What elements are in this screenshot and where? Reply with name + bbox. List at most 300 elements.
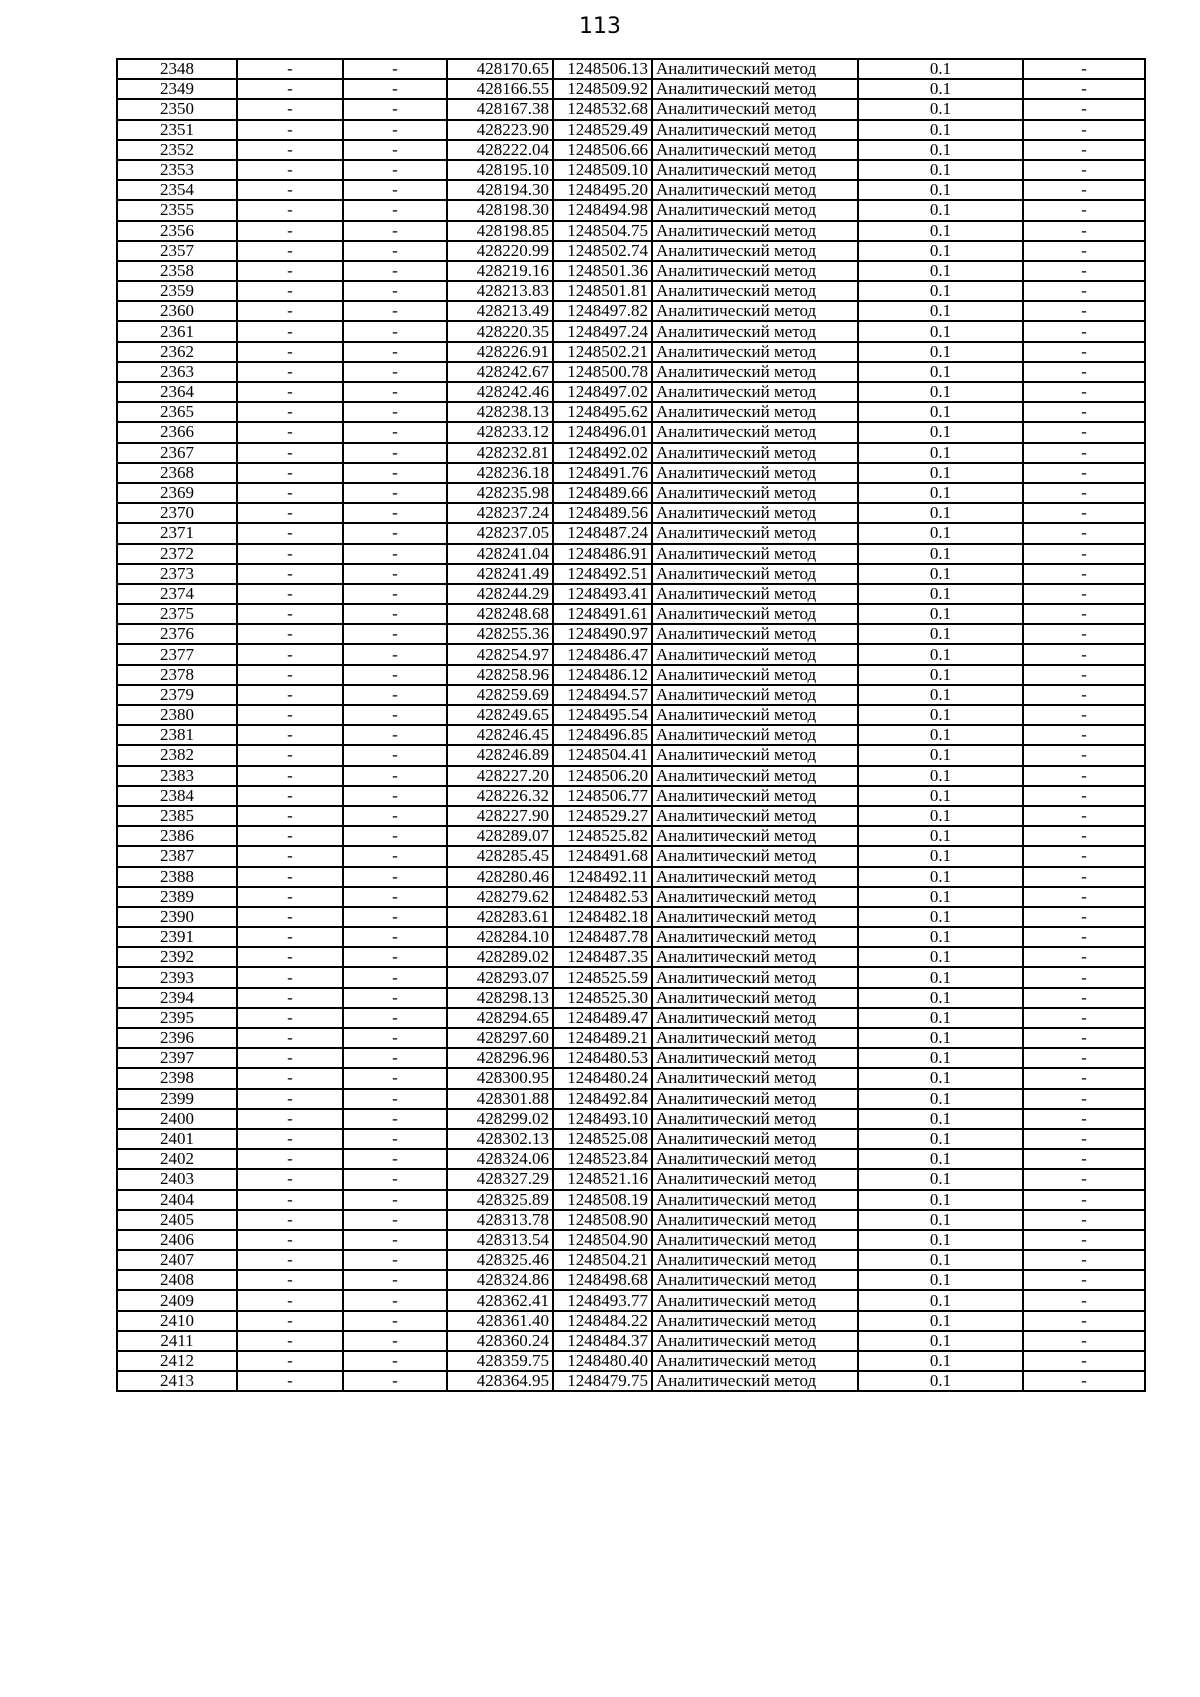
method-cell: Аналитический метод (652, 947, 858, 967)
dash-cell: - (343, 988, 447, 1008)
accuracy-cell: 0.1 (858, 907, 1023, 927)
method-cell: Аналитический метод (652, 523, 858, 543)
coordinate-x-cell: 428280.46 (447, 867, 553, 887)
accuracy-cell: 0.1 (858, 503, 1023, 523)
accuracy-cell: 0.1 (858, 1371, 1023, 1391)
table-row (117, 281, 1145, 301)
accuracy-cell: 0.1 (858, 1129, 1023, 1149)
point-number-cell: 2395 (117, 1008, 237, 1028)
dash-cell: - (343, 140, 447, 160)
accuracy-cell: 0.1 (858, 1210, 1023, 1230)
accuracy-cell: 0.1 (858, 1290, 1023, 1310)
method-cell: Аналитический метод (652, 887, 858, 907)
accuracy-cell: 0.1 (858, 402, 1023, 422)
dash-cell: - (237, 826, 343, 846)
method-cell: Аналитический метод (652, 1270, 858, 1290)
coordinate-x-cell: 428213.83 (447, 281, 553, 301)
coordinate-y-cell: 1248504.75 (553, 221, 652, 241)
accuracy-cell: 0.1 (858, 79, 1023, 99)
coordinate-y-cell: 1248482.53 (553, 887, 652, 907)
coordinate-x-cell: 428283.61 (447, 907, 553, 927)
coordinate-y-cell: 1248525.08 (553, 1129, 652, 1149)
dash-cell: - (237, 99, 343, 119)
dash-cell: - (237, 624, 343, 644)
dash-cell: - (1023, 1028, 1145, 1048)
table-row (117, 301, 1145, 321)
method-cell: Аналитический метод (652, 644, 858, 664)
table-row (117, 463, 1145, 483)
point-number-cell: 2386 (117, 826, 237, 846)
coordinate-y-cell: 1248497.02 (553, 382, 652, 402)
dash-cell: - (1023, 301, 1145, 321)
coordinate-x-cell: 428237.24 (447, 503, 553, 523)
accuracy-cell: 0.1 (858, 766, 1023, 786)
point-number-cell: 2369 (117, 483, 237, 503)
accuracy-cell: 0.1 (858, 705, 1023, 725)
method-cell: Аналитический метод (652, 402, 858, 422)
table-row (117, 241, 1145, 261)
dash-cell: - (343, 887, 447, 907)
dash-cell: - (1023, 967, 1145, 987)
coordinate-x-cell: 428227.90 (447, 806, 553, 826)
accuracy-cell: 0.1 (858, 887, 1023, 907)
dash-cell: - (1023, 1190, 1145, 1210)
table-row (117, 725, 1145, 745)
table-row (117, 1230, 1145, 1250)
accuracy-cell: 0.1 (858, 443, 1023, 463)
accuracy-cell: 0.1 (858, 1351, 1023, 1371)
point-number-cell: 2362 (117, 342, 237, 362)
accuracy-cell: 0.1 (858, 301, 1023, 321)
point-number-cell: 2387 (117, 846, 237, 866)
dash-cell: - (237, 907, 343, 927)
coordinate-x-cell: 428294.65 (447, 1008, 553, 1028)
accuracy-cell: 0.1 (858, 1008, 1023, 1028)
method-cell: Аналитический метод (652, 120, 858, 140)
dash-cell: - (343, 1129, 447, 1149)
dash-cell: - (1023, 846, 1145, 866)
accuracy-cell: 0.1 (858, 241, 1023, 261)
dash-cell: - (343, 321, 447, 341)
dash-cell: - (237, 786, 343, 806)
table-row (117, 705, 1145, 725)
coordinate-x-cell: 428242.67 (447, 362, 553, 382)
point-number-cell: 2370 (117, 503, 237, 523)
dash-cell: - (1023, 79, 1145, 99)
point-number-cell: 2407 (117, 1250, 237, 1270)
coordinate-x-cell: 428325.89 (447, 1190, 553, 1210)
dash-cell: - (1023, 342, 1145, 362)
dash-cell: - (237, 321, 343, 341)
dash-cell: - (1023, 1250, 1145, 1270)
point-number-cell: 2385 (117, 806, 237, 826)
dash-cell: - (1023, 564, 1145, 584)
coordinate-x-cell: 428324.86 (447, 1270, 553, 1290)
point-number-cell: 2408 (117, 1270, 237, 1290)
table-row (117, 806, 1145, 826)
accuracy-cell: 0.1 (858, 927, 1023, 947)
dash-cell: - (343, 1068, 447, 1088)
method-cell: Аналитический метод (652, 927, 858, 947)
dash-cell: - (237, 867, 343, 887)
dash-cell: - (1023, 1129, 1145, 1149)
point-number-cell: 2394 (117, 988, 237, 1008)
table-row (117, 766, 1145, 786)
table-row (117, 483, 1145, 503)
coordinate-x-cell: 428233.12 (447, 422, 553, 442)
table-row (117, 846, 1145, 866)
coordinate-y-cell: 1248532.68 (553, 99, 652, 119)
dash-cell: - (343, 402, 447, 422)
coordinate-x-cell: 428219.16 (447, 261, 553, 281)
dash-cell: - (1023, 99, 1145, 119)
accuracy-cell: 0.1 (858, 463, 1023, 483)
method-cell: Аналитический метод (652, 1311, 858, 1331)
coordinate-x-cell: 428244.29 (447, 584, 553, 604)
coordinate-x-cell: 428360.24 (447, 1331, 553, 1351)
dash-cell: - (343, 685, 447, 705)
dash-cell: - (343, 463, 447, 483)
coordinate-x-cell: 428226.91 (447, 342, 553, 362)
dash-cell: - (237, 1048, 343, 1068)
coordinate-x-cell: 428284.10 (447, 927, 553, 947)
method-cell: Аналитический метод (652, 1028, 858, 1048)
coordinate-x-cell: 428364.95 (447, 1371, 553, 1391)
method-cell: Аналитический метод (652, 564, 858, 584)
point-number-cell: 2368 (117, 463, 237, 483)
dash-cell: - (237, 1210, 343, 1230)
dash-cell: - (1023, 59, 1145, 79)
dash-cell: - (237, 402, 343, 422)
accuracy-cell: 0.1 (858, 523, 1023, 543)
point-number-cell: 2372 (117, 544, 237, 564)
accuracy-cell: 0.1 (858, 160, 1023, 180)
dash-cell: - (1023, 1311, 1145, 1331)
coordinate-y-cell: 1248525.82 (553, 826, 652, 846)
dash-cell: - (237, 1068, 343, 1088)
coordinate-y-cell: 1248504.90 (553, 1230, 652, 1250)
dash-cell: - (1023, 140, 1145, 160)
method-cell: Аналитический метод (652, 422, 858, 442)
point-number-cell: 2382 (117, 745, 237, 765)
coordinate-x-cell: 428301.88 (447, 1089, 553, 1109)
method-cell: Аналитический метод (652, 624, 858, 644)
coordinate-y-cell: 1248506.77 (553, 786, 652, 806)
dash-cell: - (237, 604, 343, 624)
dash-cell: - (237, 1270, 343, 1290)
table-row (117, 503, 1145, 523)
point-number-cell: 2364 (117, 382, 237, 402)
point-number-cell: 2348 (117, 59, 237, 79)
dash-cell: - (1023, 766, 1145, 786)
coordinate-y-cell: 1248504.21 (553, 1250, 652, 1270)
table-row (117, 1250, 1145, 1270)
coordinate-x-cell: 428195.10 (447, 160, 553, 180)
coordinate-x-cell: 428237.05 (447, 523, 553, 543)
coordinate-y-cell: 1248489.47 (553, 1008, 652, 1028)
dash-cell: - (237, 1371, 343, 1391)
dash-cell: - (1023, 1149, 1145, 1169)
table-row (117, 927, 1145, 947)
dash-cell: - (1023, 483, 1145, 503)
dash-cell: - (343, 584, 447, 604)
dash-cell: - (1023, 523, 1145, 543)
table-row (117, 99, 1145, 119)
dash-cell: - (343, 806, 447, 826)
method-cell: Аналитический метод (652, 483, 858, 503)
table-row (117, 422, 1145, 442)
dash-cell: - (237, 1008, 343, 1028)
coordinate-y-cell: 1248497.82 (553, 301, 652, 321)
table-row (117, 584, 1145, 604)
coordinate-y-cell: 1248480.40 (553, 1351, 652, 1371)
accuracy-cell: 0.1 (858, 725, 1023, 745)
accuracy-cell: 0.1 (858, 826, 1023, 846)
table-row (117, 745, 1145, 765)
method-cell: Аналитический метод (652, 180, 858, 200)
point-number-cell: 2384 (117, 786, 237, 806)
dash-cell: - (343, 281, 447, 301)
accuracy-cell: 0.1 (858, 1048, 1023, 1068)
point-number-cell: 2389 (117, 887, 237, 907)
accuracy-cell: 0.1 (858, 1331, 1023, 1351)
point-number-cell: 2371 (117, 523, 237, 543)
dash-cell: - (343, 1109, 447, 1129)
dash-cell: - (237, 967, 343, 987)
point-number-cell: 2363 (117, 362, 237, 382)
coordinate-y-cell: 1248506.13 (553, 59, 652, 79)
dash-cell: - (1023, 200, 1145, 220)
table-row (117, 544, 1145, 564)
dash-cell: - (1023, 644, 1145, 664)
coordinate-y-cell: 1248493.41 (553, 584, 652, 604)
method-cell: Аналитический метод (652, 463, 858, 483)
dash-cell: - (1023, 362, 1145, 382)
coordinate-x-cell: 428236.18 (447, 463, 553, 483)
method-cell: Аналитический метод (652, 867, 858, 887)
accuracy-cell: 0.1 (858, 685, 1023, 705)
method-cell: Аналитический метод (652, 281, 858, 301)
coordinate-y-cell: 1248508.19 (553, 1190, 652, 1210)
coordinate-y-cell: 1248509.92 (553, 79, 652, 99)
accuracy-cell: 0.1 (858, 281, 1023, 301)
dash-cell: - (343, 1028, 447, 1048)
coordinate-x-cell: 428227.20 (447, 766, 553, 786)
table-row (117, 967, 1145, 987)
dash-cell: - (343, 766, 447, 786)
accuracy-cell: 0.1 (858, 221, 1023, 241)
dash-cell: - (343, 160, 447, 180)
dash-cell: - (1023, 907, 1145, 927)
coordinate-y-cell: 1248529.49 (553, 120, 652, 140)
accuracy-cell: 0.1 (858, 1068, 1023, 1088)
point-number-cell: 2402 (117, 1149, 237, 1169)
accuracy-cell: 0.1 (858, 342, 1023, 362)
dash-cell: - (237, 281, 343, 301)
dash-cell: - (1023, 1331, 1145, 1351)
coordinate-y-cell: 1248497.24 (553, 321, 652, 341)
method-cell: Аналитический метод (652, 1149, 858, 1169)
coordinate-x-cell: 428232.81 (447, 443, 553, 463)
dash-cell: - (343, 604, 447, 624)
dash-cell: - (343, 261, 447, 281)
dash-cell: - (1023, 947, 1145, 967)
dash-cell: - (237, 79, 343, 99)
table-row (117, 1270, 1145, 1290)
table-row (117, 1008, 1145, 1028)
coordinate-x-cell: 428325.46 (447, 1250, 553, 1270)
table-row (117, 140, 1145, 160)
table-body (117, 59, 1145, 1391)
dash-cell: - (343, 1331, 447, 1351)
table-row (117, 443, 1145, 463)
point-number-cell: 2358 (117, 261, 237, 281)
coordinate-y-cell: 1248494.57 (553, 685, 652, 705)
dash-cell: - (237, 1089, 343, 1109)
accuracy-cell: 0.1 (858, 988, 1023, 1008)
dash-cell: - (343, 786, 447, 806)
dash-cell: - (343, 1048, 447, 1068)
coordinate-y-cell: 1248492.02 (553, 443, 652, 463)
coordinate-y-cell: 1248479.75 (553, 1371, 652, 1391)
point-number-cell: 2373 (117, 564, 237, 584)
point-number-cell: 2378 (117, 665, 237, 685)
dash-cell: - (237, 887, 343, 907)
accuracy-cell: 0.1 (858, 947, 1023, 967)
dash-cell: - (343, 99, 447, 119)
method-cell: Аналитический метод (652, 443, 858, 463)
dash-cell: - (343, 1008, 447, 1028)
dash-cell: - (1023, 160, 1145, 180)
method-cell: Аналитический метод (652, 261, 858, 281)
coordinate-y-cell: 1248495.62 (553, 402, 652, 422)
point-number-cell: 2377 (117, 644, 237, 664)
dash-cell: - (343, 846, 447, 866)
dash-cell: - (343, 1270, 447, 1290)
dash-cell: - (1023, 241, 1145, 261)
table-row (117, 362, 1145, 382)
table-row (117, 1068, 1145, 1088)
dash-cell: - (1023, 180, 1145, 200)
point-number-cell: 2392 (117, 947, 237, 967)
dash-cell: - (343, 867, 447, 887)
method-cell: Аналитический метод (652, 140, 858, 160)
point-number-cell: 2401 (117, 1129, 237, 1149)
table-row (117, 624, 1145, 644)
coordinate-y-cell: 1248493.77 (553, 1290, 652, 1310)
accuracy-cell: 0.1 (858, 665, 1023, 685)
point-number-cell: 2413 (117, 1371, 237, 1391)
dash-cell: - (237, 1109, 343, 1129)
method-cell: Аналитический метод (652, 221, 858, 241)
dash-cell: - (343, 59, 447, 79)
table-row (117, 1129, 1145, 1149)
method-cell: Аналитический метод (652, 1190, 858, 1210)
point-number-cell: 2393 (117, 967, 237, 987)
coordinate-x-cell: 428361.40 (447, 1311, 553, 1331)
dash-cell: - (343, 907, 447, 927)
dash-cell: - (237, 846, 343, 866)
point-number-cell: 2365 (117, 402, 237, 422)
point-number-cell: 2412 (117, 1351, 237, 1371)
coordinate-x-cell: 428235.98 (447, 483, 553, 503)
dash-cell: - (237, 120, 343, 140)
method-cell: Аналитический метод (652, 967, 858, 987)
dash-cell: - (1023, 1109, 1145, 1129)
dash-cell: - (237, 544, 343, 564)
coordinate-x-cell: 428198.30 (447, 200, 553, 220)
coordinate-y-cell: 1248501.81 (553, 281, 652, 301)
coordinate-x-cell: 428299.02 (447, 1109, 553, 1129)
coordinate-y-cell: 1248487.78 (553, 927, 652, 947)
coordinate-x-cell: 428289.02 (447, 947, 553, 967)
point-number-cell: 2359 (117, 281, 237, 301)
coordinate-y-cell: 1248498.68 (553, 1270, 652, 1290)
dash-cell: - (237, 1129, 343, 1149)
accuracy-cell: 0.1 (858, 544, 1023, 564)
point-number-cell: 2361 (117, 321, 237, 341)
table-row (117, 988, 1145, 1008)
dash-cell: - (1023, 624, 1145, 644)
point-number-cell: 2399 (117, 1089, 237, 1109)
dash-cell: - (1023, 1048, 1145, 1068)
coordinate-y-cell: 1248482.18 (553, 907, 652, 927)
point-number-cell: 2400 (117, 1109, 237, 1129)
coordinate-y-cell: 1248490.97 (553, 624, 652, 644)
dash-cell: - (237, 1331, 343, 1351)
dash-cell: - (343, 967, 447, 987)
coordinate-y-cell: 1248489.56 (553, 503, 652, 523)
method-cell: Аналитический метод (652, 1351, 858, 1371)
coordinate-y-cell: 1248486.91 (553, 544, 652, 564)
accuracy-cell: 0.1 (858, 1089, 1023, 1109)
accuracy-cell: 0.1 (858, 200, 1023, 220)
coordinate-x-cell: 428238.13 (447, 402, 553, 422)
table-row (117, 1048, 1145, 1068)
coordinate-y-cell: 1248495.54 (553, 705, 652, 725)
dash-cell: - (1023, 422, 1145, 442)
coordinate-y-cell: 1248487.24 (553, 523, 652, 543)
accuracy-cell: 0.1 (858, 362, 1023, 382)
dash-cell: - (1023, 1068, 1145, 1088)
coordinate-y-cell: 1248491.76 (553, 463, 652, 483)
coordinate-x-cell: 428249.65 (447, 705, 553, 725)
accuracy-cell: 0.1 (858, 261, 1023, 281)
accuracy-cell: 0.1 (858, 483, 1023, 503)
table-row (117, 261, 1145, 281)
coordinate-x-cell: 428324.06 (447, 1149, 553, 1169)
table-row (117, 1311, 1145, 1331)
dash-cell: - (343, 564, 447, 584)
point-number-cell: 2409 (117, 1290, 237, 1310)
dash-cell: - (237, 443, 343, 463)
method-cell: Аналитический метод (652, 665, 858, 685)
dash-cell: - (237, 1149, 343, 1169)
table-row (117, 887, 1145, 907)
coordinate-x-cell: 428298.13 (447, 988, 553, 1008)
accuracy-cell: 0.1 (858, 99, 1023, 119)
dash-cell: - (237, 241, 343, 261)
point-number-cell: 2410 (117, 1311, 237, 1331)
dash-cell: - (237, 180, 343, 200)
dash-cell: - (1023, 1351, 1145, 1371)
coordinate-y-cell: 1248525.30 (553, 988, 652, 1008)
accuracy-cell: 0.1 (858, 745, 1023, 765)
accuracy-cell: 0.1 (858, 1169, 1023, 1189)
dash-cell: - (237, 463, 343, 483)
dash-cell: - (237, 140, 343, 160)
point-number-cell: 2375 (117, 604, 237, 624)
